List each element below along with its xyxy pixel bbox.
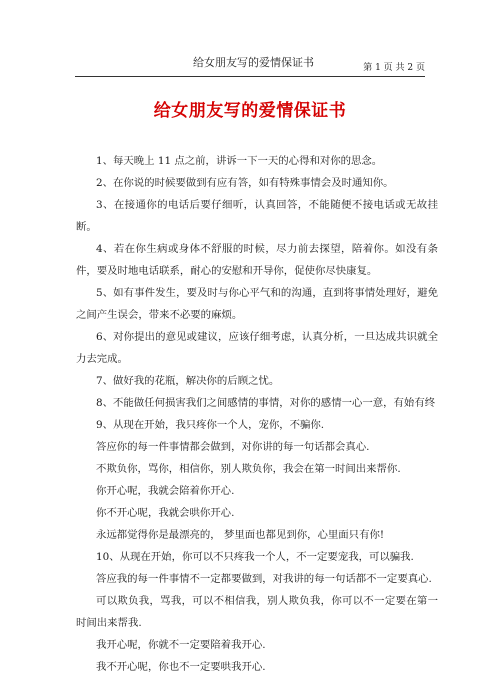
paragraph: 答应你的每一件事情都会做到，对你讲的每一句话都会真心. [96, 441, 370, 453]
paragraph: 6、对你提出的意见或建议，应该仔细考虑，认真分析，一旦达成共识就全力去完成。 [76, 331, 438, 365]
running-header [75, 52, 425, 77]
paragraph: 不欺负你，骂你，相信你，别人欺负你，我会在第一时间出来帮你. [96, 463, 401, 475]
paragraph: 4、若在你生病或身体不舒服的时候，尽力前去探望，陪着你。如没有条件，要及时地电话联系，耐心的安慰和开导你，促使你尽快康复。 [76, 243, 438, 277]
document-title: 给女朋友写的爱情保证书 [153, 101, 347, 121]
paragraph: 永远都觉得你是最漂亮的， 梦里面也都见到你，心里面只有你! [96, 529, 385, 541]
paragraph: 8、不能做任何损害我们之间感情的事情，对你的感情一心一意，有始有终 [96, 397, 436, 409]
paragraph: 7、做好我的花瓶，解决你的后顾之忧。 [96, 375, 280, 387]
paragraph: 我不开心呢，你也不一定要哄我开心. [96, 661, 266, 673]
paragraph: 1、每天晚上 11 点之前，讲诉一下一天的心得和对你的思念。 [96, 155, 383, 167]
header-title: 给女朋友写的爱情保证书 [193, 56, 314, 69]
paragraph: 9、从现在开始，我只疼你一个人，宠你，不骗你. [96, 419, 325, 431]
paragraph: 答应我的每一件事情不一定都要做到，对我讲的每一句话都不一定要真心. [96, 573, 432, 585]
page-indicator: 第 1 页 共 2 页 [363, 63, 425, 73]
paragraph: 你不开心呢，我就会哄你开心. [96, 507, 235, 519]
paragraph: 我开心呢，你就不一定要陪着我开心. [96, 639, 266, 651]
paragraph: 3、在接通你的电话后要仔细听，认真回答，不能随便不接电话或无故挂断。 [76, 199, 438, 233]
paragraph: 可以欺负我，骂我，可以不相信我，别人欺负我，你可以不一定要在第一时间出来帮我. [76, 595, 438, 629]
paragraph: 你开心呢，我就会陪着你开心. [96, 485, 235, 497]
document-body [76, 150, 438, 678]
paragraph: 5、如有事件发生，要及时与你心平气和的沟通，直到将事情处理好，避免之间产生误会，带来不必要的麻烦。 [76, 287, 438, 321]
paragraph: 2、在你说的时候要做到有应有答，如有特殊事情会及时通知你。 [96, 177, 394, 189]
paragraph: 10、从现在开始，你可以不只疼我一个人，不一定要宠我，可以骗我. [96, 551, 414, 563]
